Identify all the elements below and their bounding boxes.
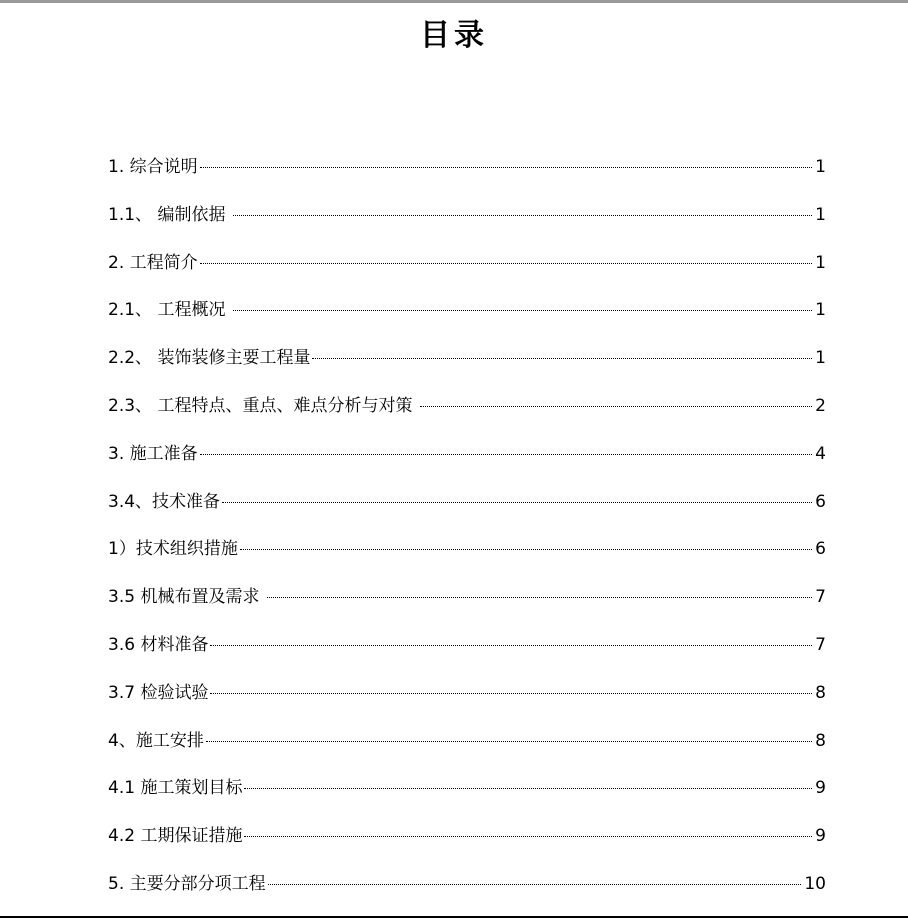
- dot-leader: [244, 788, 812, 789]
- toc-entry-page-number: 9: [815, 778, 826, 799]
- toc-entry[interactable]: [108, 343, 826, 391]
- dot-leader: [240, 549, 812, 550]
- dot-leader: [420, 406, 812, 407]
- toc-entry-page-number: 7: [815, 587, 826, 608]
- dot-leader: [233, 215, 812, 216]
- toc-entry-page-number: 2: [815, 395, 826, 416]
- toc-entry[interactable]: [108, 869, 826, 917]
- toc-entry-number: 2.3、: [108, 395, 158, 416]
- toc-entry-title: 工程简介: [129, 252, 198, 273]
- toc-entry-number: 2.: [108, 252, 130, 273]
- toc-entry[interactable]: [108, 534, 826, 582]
- toc-entry-number: 1.1、: [108, 204, 158, 225]
- toc-entry[interactable]: [108, 295, 826, 343]
- toc-entry-page-number: 4: [815, 443, 826, 464]
- toc-entry-number: 5.: [108, 873, 130, 894]
- toc-entry[interactable]: [108, 248, 826, 296]
- dot-leader: [200, 263, 813, 264]
- toc-entry-title: 编制依据: [157, 204, 231, 225]
- bottom-border: [0, 916, 908, 918]
- toc-entry-title: 施工准备: [129, 443, 198, 464]
- dot-leader: [267, 597, 812, 598]
- toc-entry-page-number: 7: [815, 634, 826, 655]
- dot-leader: [268, 884, 802, 885]
- toc-entry[interactable]: [108, 200, 826, 248]
- dot-leader: [206, 741, 812, 742]
- toc-entry-page-number: 1: [815, 348, 826, 369]
- toc-entry-title: 施工策划目标: [140, 778, 243, 799]
- toc-entry[interactable]: [108, 487, 826, 535]
- toc-entry-number: 3.7: [108, 682, 141, 703]
- toc-title: 目录: [420, 18, 488, 53]
- toc-entry[interactable]: [108, 726, 826, 774]
- toc-entry-title: 机械布置及需求: [140, 587, 265, 608]
- dot-leader: [312, 358, 812, 359]
- top-border: [0, 0, 908, 3]
- dot-leader: [200, 454, 813, 455]
- toc-entry-title: 施工安排: [135, 730, 204, 751]
- toc-entry-page-number: 9: [815, 826, 826, 847]
- dot-leader: [200, 167, 813, 168]
- toc-entry-page-number: 6: [815, 539, 826, 560]
- toc-entry-page-number: 1: [815, 300, 826, 321]
- toc-entry[interactable]: [108, 678, 826, 726]
- toc-entry-title: 技术组织措施: [135, 539, 238, 560]
- toc-entry-page-number: 1: [815, 204, 826, 225]
- toc-entry-number: 4.2: [108, 826, 141, 847]
- toc-entry-number: 2.1、: [108, 300, 158, 321]
- toc-entry[interactable]: [108, 630, 826, 678]
- toc-entry-title: 检验试验: [140, 682, 209, 703]
- toc-entry-page-number: 1: [815, 252, 826, 273]
- toc-entry-number: 1.: [108, 157, 130, 177]
- toc-entry-page-number: 1: [815, 157, 826, 177]
- toc-entry-page-number: 8: [815, 730, 826, 751]
- toc-entry-number: 1）: [108, 539, 136, 560]
- toc-entry[interactable]: [108, 152, 826, 200]
- toc-entry[interactable]: [108, 821, 826, 869]
- dot-leader: [233, 310, 812, 311]
- toc-entry-number: 4.1: [108, 778, 141, 799]
- toc-entry-title: 装饰装修主要工程量: [157, 348, 311, 369]
- toc-entry-page-number: 6: [815, 491, 826, 512]
- toc-entry-title: 材料准备: [140, 634, 209, 655]
- toc-entry-page-number: 10: [804, 873, 826, 894]
- toc-entry[interactable]: [108, 439, 826, 487]
- toc-entry-number: 3.: [108, 443, 130, 464]
- toc-entry-title: 工程特点、重点、难点分析与对策: [157, 395, 418, 416]
- toc-entry-number: 3.5: [108, 587, 141, 608]
- toc-entry-title: 工程概况: [157, 300, 231, 321]
- dot-leader: [210, 693, 812, 694]
- toc-entry[interactable]: [108, 391, 826, 439]
- table-of-contents: [108, 152, 826, 917]
- toc-entry-number: 3.6: [108, 634, 141, 655]
- toc-entry-number: 2.2、: [108, 348, 158, 369]
- dot-leader: [244, 836, 812, 837]
- toc-entry[interactable]: [108, 773, 826, 821]
- toc-entry-title: 技术准备: [152, 491, 221, 512]
- toc-entry-title: 主要分部分项工程: [129, 873, 266, 894]
- toc-entry-title: 综合说明: [129, 157, 198, 177]
- toc-entry[interactable]: [108, 582, 826, 630]
- toc-entry-number: 4、: [108, 730, 136, 751]
- dot-leader: [222, 502, 812, 503]
- toc-entry-title: 工期保证措施: [140, 826, 243, 847]
- dot-leader: [210, 645, 812, 646]
- toc-entry-number: 3.4、: [108, 491, 153, 512]
- toc-entry-page-number: 8: [815, 682, 826, 703]
